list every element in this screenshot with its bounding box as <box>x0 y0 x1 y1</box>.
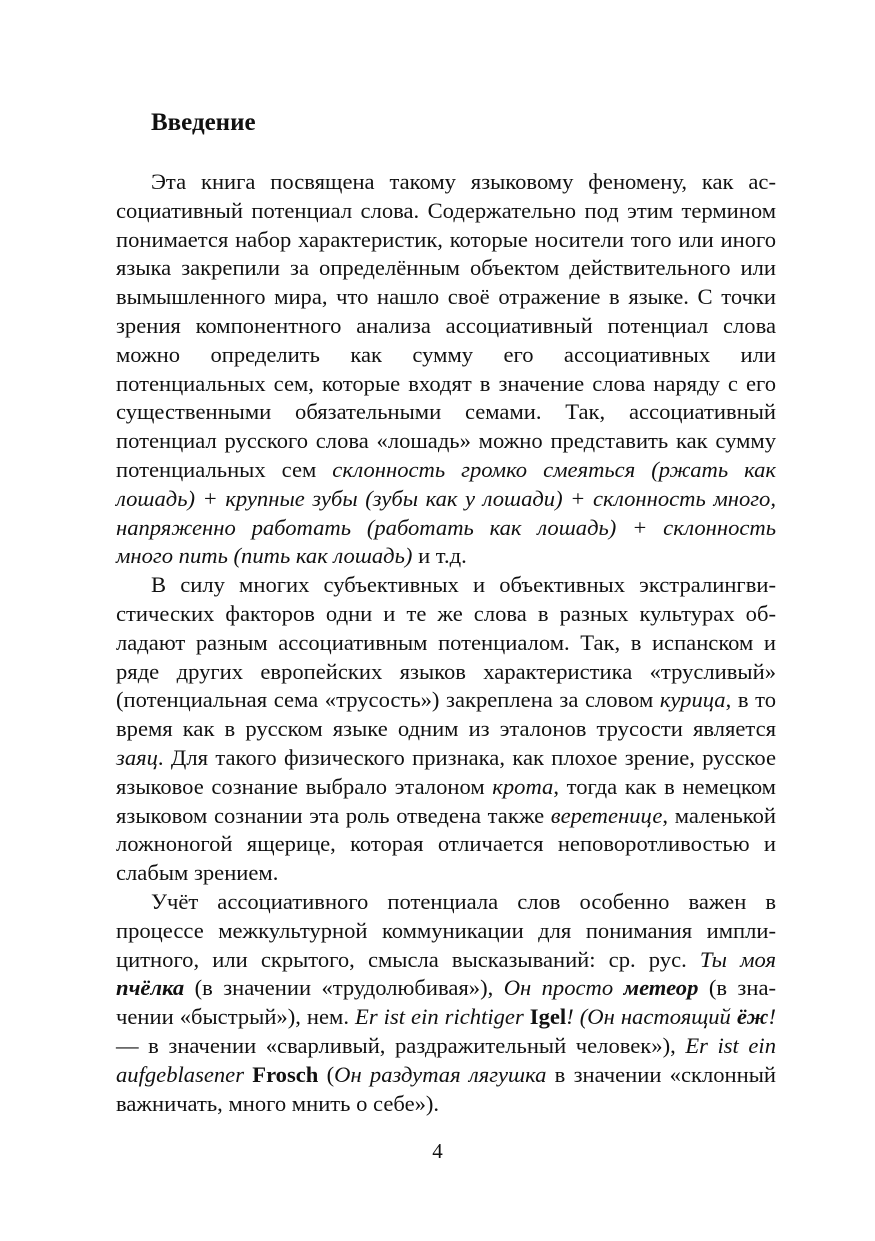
paragraph-1 <box>116 168 776 571</box>
text-run: и т.д. <box>412 543 467 569</box>
text-run: В силу многих субъективных и объективных экстралингвистических факторов одни и те же слова в разных культурах обладают разным ассоциативным потенциалом. Так, в испанском и ряде других европейских языков характеристика «трусливый» (потенциальная сема «трусость») закреплена за словом <box>116 572 776 713</box>
italic-run: ! <box>768 1004 776 1030</box>
italic-run: Er ist ein richtiger <box>355 1004 530 1030</box>
bold-italic-run: ёж <box>736 1004 769 1030</box>
bold-run: Igel <box>529 1004 567 1030</box>
italic-run: крота <box>492 773 554 799</box>
italic-run: ! (Он настоящий <box>566 1004 737 1030</box>
bold-italic-run: метеор <box>623 975 699 1001</box>
text-run: (в значении «трудолюбивая»), <box>184 975 504 1001</box>
text-run: , маленькой ложноногой ящерице, которая отличается неповоротливостью и слабым зрением. <box>116 802 776 886</box>
text-run: — в значении «сварливый, раздражительный человек»), <box>116 1032 686 1058</box>
text-run: , в то время как в русском языке одним из эталонов трусости является <box>116 687 776 742</box>
italic-run: Er ist ein aufgeblasener <box>116 1032 776 1087</box>
italic-run: заяц <box>116 744 158 770</box>
text-run: Эта книга посвящена такому языковому феномену, как ассоциативный потенциал слова. Содержательно под этим термином понимается набор характеристик, которые носители того или иного языка закрепили за определённым объектом действительного или вымышленного мира, что нашло своё отражение в языке. С точки зрения компонентного анализа ассоциативный потенциал слова можно определить как сумму его ассоциативных или потенциальных сем, которые входят в значение слова наряду с его существенными обязательными семами. Так, ассоциативный потенциал русского слова «лошадь» можно представить как сумму потенциальных сем <box>116 169 776 482</box>
italic-run: веретенице <box>550 802 663 828</box>
text-run: Учёт ассоциативного потенциала слов особенно важен в процессе межкультурной коммуникации для понимания имплицитного, или скрытого, смысла высказываний: ср. рус. <box>116 888 776 972</box>
italic-run: Ты моя <box>699 946 776 972</box>
text-run: . Для такого физического признака, как плохое зрение, русское языковое сознание выбрало эталоном <box>116 744 776 799</box>
italic-run: Он просто <box>503 975 624 1001</box>
page-number: 4 <box>432 1139 443 1163</box>
text-run: ( <box>318 1061 335 1087</box>
body-text <box>116 168 776 1118</box>
text-run: в значении «склонный важничать, много мнить о себе»). <box>116 1061 776 1116</box>
italic-run: склонность громко смеяться (ржать как лошадь) + крупные зубы (зубы как у лошади) + склонность много, напряженно работать (работать как лошадь) + склонность много пить (пить как лошадь) <box>116 456 776 569</box>
section-heading: Введение <box>151 109 256 136</box>
text-run: (в значении «быстрый»), нем. <box>116 975 776 1030</box>
paragraph-2 <box>116 571 776 888</box>
text-run: , тогда как в немецком языковом сознании эта роль отведена также <box>116 773 776 828</box>
paragraph-3 <box>116 888 776 1118</box>
bold-italic-run: пчёлка <box>116 975 185 1001</box>
bold-run: Frosch <box>252 1061 319 1087</box>
italic-run: Он раздутая лягушка <box>334 1061 547 1087</box>
italic-run: курица <box>659 687 726 713</box>
